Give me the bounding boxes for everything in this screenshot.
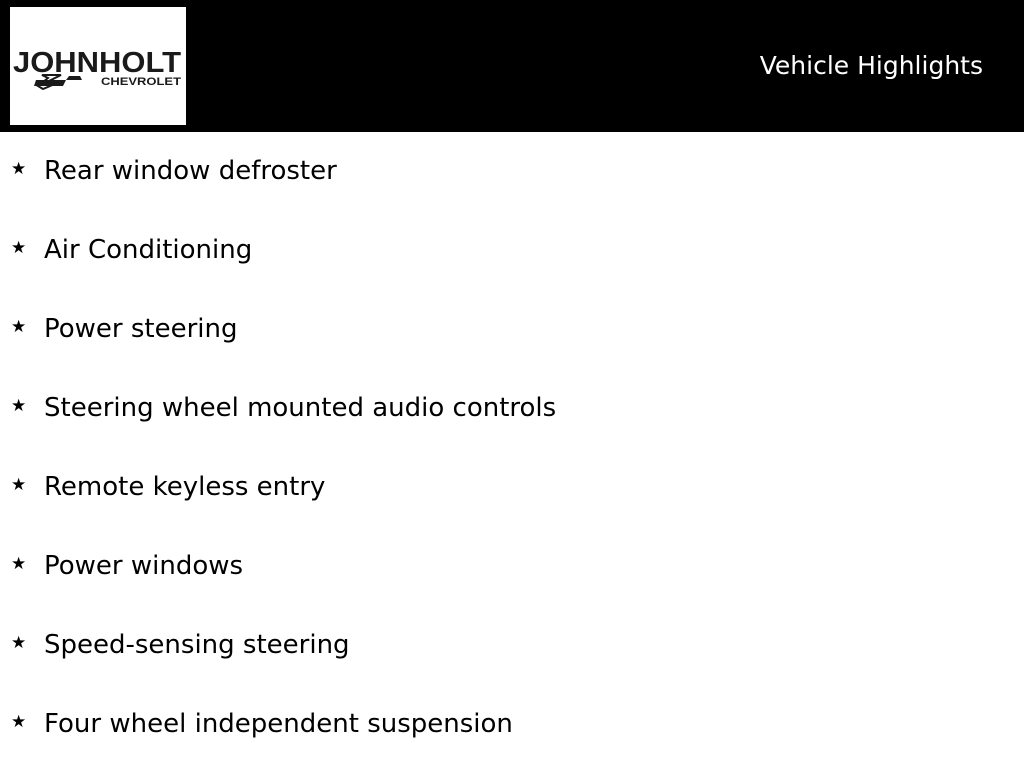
logo-wordmark: JOHNHOLT (13, 47, 182, 79)
dealer-logo (10, 7, 186, 125)
feature-label: Four wheel independent suspension (44, 709, 513, 739)
feature-label: Power steering (44, 314, 238, 344)
feature-label: Rear window defroster (44, 156, 337, 186)
page-title: Vehicle Highlights (759, 51, 983, 80)
feature-item (0, 606, 1024, 685)
feature-item (0, 527, 1024, 606)
feature-item (0, 448, 1024, 527)
star-icon: ★ (11, 475, 27, 495)
header-bar (0, 0, 1024, 132)
star-icon: ★ (11, 159, 27, 179)
star-icon: ★ (11, 317, 27, 337)
feature-item (0, 132, 1024, 211)
feature-label: Air Conditioning (44, 235, 253, 265)
star-icon: ★ (11, 712, 27, 732)
star-icon: ★ (11, 633, 27, 653)
feature-label: Speed-sensing steering (44, 630, 350, 660)
feature-item (0, 685, 1024, 764)
feature-item (0, 369, 1024, 448)
star-icon: ★ (11, 554, 27, 574)
star-icon: ★ (11, 238, 27, 258)
feature-label: Remote keyless entry (44, 472, 326, 502)
feature-label: Power windows (44, 551, 244, 581)
feature-item (0, 290, 1024, 369)
feature-list (0, 132, 1024, 764)
feature-item (0, 211, 1024, 290)
feature-label: Steering wheel mounted audio controls (44, 393, 557, 423)
star-icon: ★ (11, 396, 27, 416)
logo-subtitle: CHEVROLET (101, 76, 182, 88)
logo-graphic (10, 7, 186, 125)
